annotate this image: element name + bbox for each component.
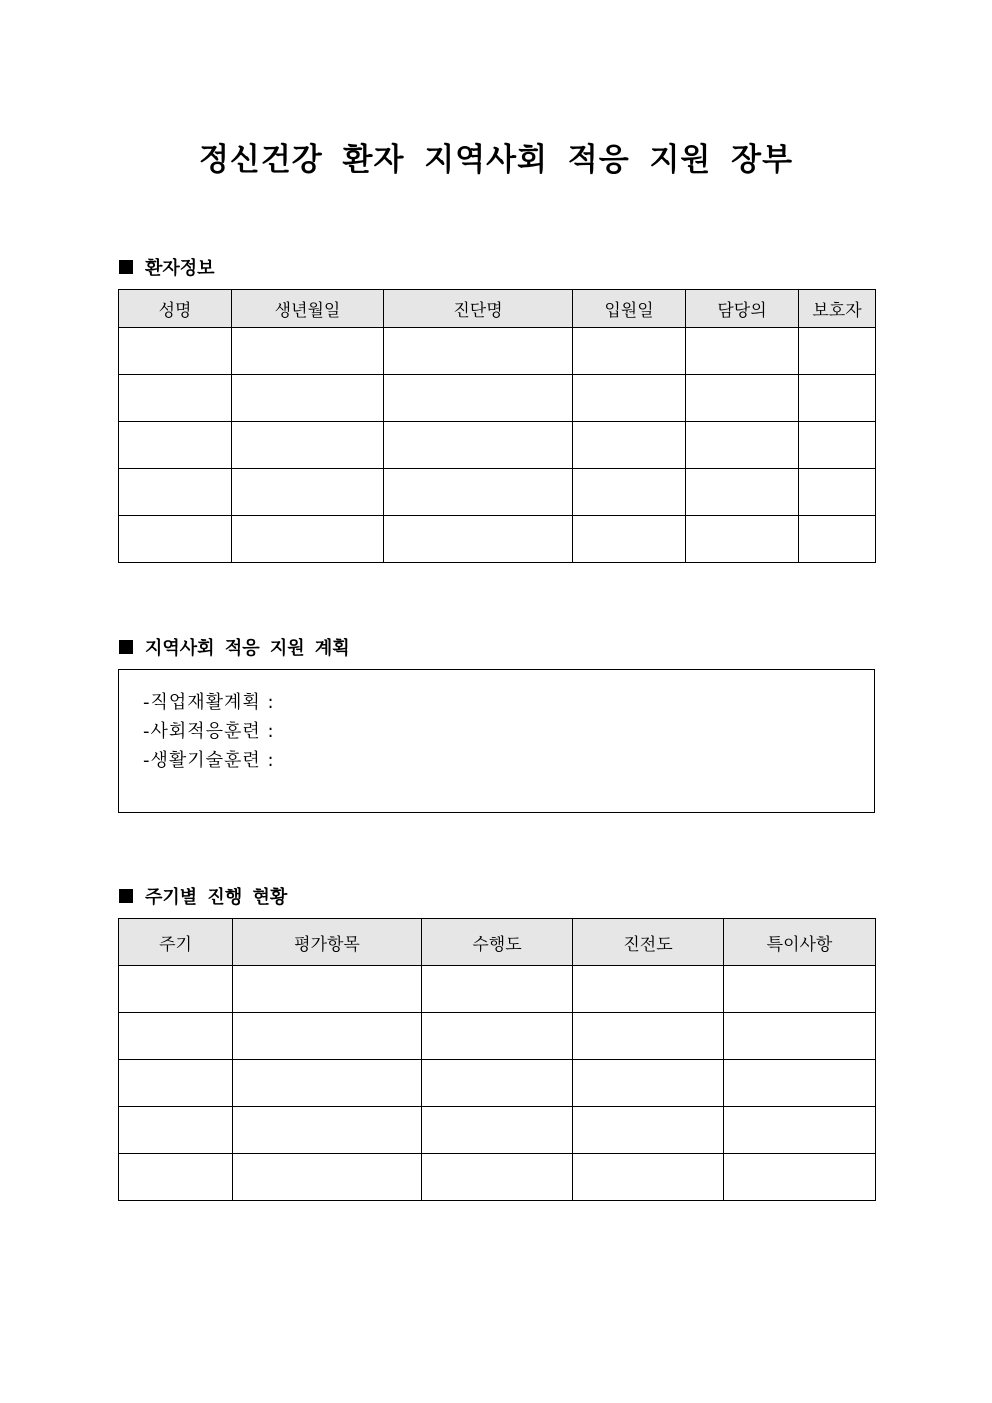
column-header-diagnosis: 진단명 xyxy=(384,290,573,328)
table-cell[interactable] xyxy=(119,1060,233,1107)
column-header-physician: 담당의 xyxy=(686,290,799,328)
table-cell[interactable] xyxy=(119,469,232,516)
table-cell[interactable] xyxy=(686,422,799,469)
column-header-progress: 진전도 xyxy=(573,919,724,966)
table-cell[interactable] xyxy=(233,1060,422,1107)
table-cell[interactable] xyxy=(384,422,573,469)
square-bullet-icon xyxy=(119,889,133,903)
table-cell[interactable] xyxy=(799,328,876,375)
table-row xyxy=(119,328,876,375)
table-cell[interactable] xyxy=(799,516,876,563)
table-cell[interactable] xyxy=(119,1013,233,1060)
table-row xyxy=(119,966,876,1013)
table-cell[interactable] xyxy=(724,966,876,1013)
table-cell[interactable] xyxy=(232,375,384,422)
column-header-admission-date: 입원일 xyxy=(573,290,686,328)
table-cell[interactable] xyxy=(232,516,384,563)
table-row xyxy=(119,375,876,422)
table-cell[interactable] xyxy=(686,375,799,422)
table-cell[interactable] xyxy=(384,469,573,516)
table-cell[interactable] xyxy=(686,469,799,516)
table-cell[interactable] xyxy=(724,1107,876,1154)
table-cell[interactable] xyxy=(573,328,686,375)
plan-section-title: 지역사회 적응 지원 계획 xyxy=(145,638,350,659)
table-row xyxy=(119,1013,876,1060)
table-cell[interactable] xyxy=(724,1060,876,1107)
column-header-name: 성명 xyxy=(119,290,232,328)
table-cell[interactable] xyxy=(384,328,573,375)
table-cell[interactable] xyxy=(573,516,686,563)
square-bullet-icon xyxy=(119,260,133,274)
patient-section-title: 환자정보 xyxy=(145,258,215,279)
progress-table xyxy=(118,918,876,1201)
table-header-row xyxy=(119,919,876,966)
table-cell[interactable] xyxy=(573,1154,724,1201)
table-row xyxy=(119,469,876,516)
table-cell[interactable] xyxy=(119,328,232,375)
support-plan-list xyxy=(119,670,874,775)
table-cell[interactable] xyxy=(233,966,422,1013)
table-cell[interactable] xyxy=(573,1013,724,1060)
column-header-performance: 수행도 xyxy=(422,919,573,966)
column-header-period: 주기 xyxy=(119,919,233,966)
plan-line-living-skills: -생활기술훈련 : xyxy=(143,750,275,771)
table-row xyxy=(119,422,876,469)
table-cell[interactable] xyxy=(422,1154,573,1201)
table-row xyxy=(119,1060,876,1107)
table-row xyxy=(119,1154,876,1201)
table-header-row xyxy=(119,290,876,328)
table-cell[interactable] xyxy=(573,1107,724,1154)
table-cell[interactable] xyxy=(422,1107,573,1154)
column-header-guardian: 보호자 xyxy=(799,290,876,328)
table-cell[interactable] xyxy=(233,1013,422,1060)
table-cell[interactable] xyxy=(232,328,384,375)
table-cell[interactable] xyxy=(799,375,876,422)
table-cell[interactable] xyxy=(233,1154,422,1201)
table-cell[interactable] xyxy=(422,966,573,1013)
document-title: 정신건강 환자 지역사회 적응 지원 장부 xyxy=(198,142,794,178)
column-header-evaluation-item: 평가항목 xyxy=(233,919,422,966)
table-cell[interactable] xyxy=(422,1013,573,1060)
plan-section-heading xyxy=(119,634,350,660)
plan-line-vocational: -직업재활계획 : xyxy=(143,692,275,713)
table-cell[interactable] xyxy=(232,422,384,469)
table-cell[interactable] xyxy=(384,375,573,422)
patient-section-heading xyxy=(119,254,215,280)
table-cell[interactable] xyxy=(119,375,232,422)
table-cell[interactable] xyxy=(119,966,233,1013)
plan-line-social: -사회적응훈련 : xyxy=(143,721,275,742)
table-cell[interactable] xyxy=(422,1060,573,1107)
table-cell[interactable] xyxy=(573,375,686,422)
table-cell[interactable] xyxy=(686,516,799,563)
table-cell[interactable] xyxy=(799,422,876,469)
table-cell[interactable] xyxy=(573,1060,724,1107)
support-plan-box[interactable] xyxy=(118,669,875,813)
table-cell[interactable] xyxy=(119,1107,233,1154)
table-row xyxy=(119,1107,876,1154)
table-cell[interactable] xyxy=(724,1154,876,1201)
patient-info-table xyxy=(118,289,876,563)
square-bullet-icon xyxy=(119,640,133,654)
table-cell[interactable] xyxy=(573,422,686,469)
table-cell[interactable] xyxy=(119,1154,233,1201)
progress-section-heading xyxy=(119,883,287,909)
table-cell[interactable] xyxy=(573,966,724,1013)
column-header-birthdate: 생년월일 xyxy=(232,290,384,328)
table-cell[interactable] xyxy=(233,1107,422,1154)
table-cell[interactable] xyxy=(573,469,686,516)
table-cell[interactable] xyxy=(724,1013,876,1060)
column-header-notes: 특이사항 xyxy=(724,919,876,966)
table-cell[interactable] xyxy=(232,469,384,516)
table-cell[interactable] xyxy=(384,516,573,563)
table-row xyxy=(119,516,876,563)
table-cell[interactable] xyxy=(119,422,232,469)
table-cell[interactable] xyxy=(686,328,799,375)
table-cell[interactable] xyxy=(799,469,876,516)
table-cell[interactable] xyxy=(119,516,232,563)
progress-section-title: 주기별 진행 현황 xyxy=(145,887,288,908)
